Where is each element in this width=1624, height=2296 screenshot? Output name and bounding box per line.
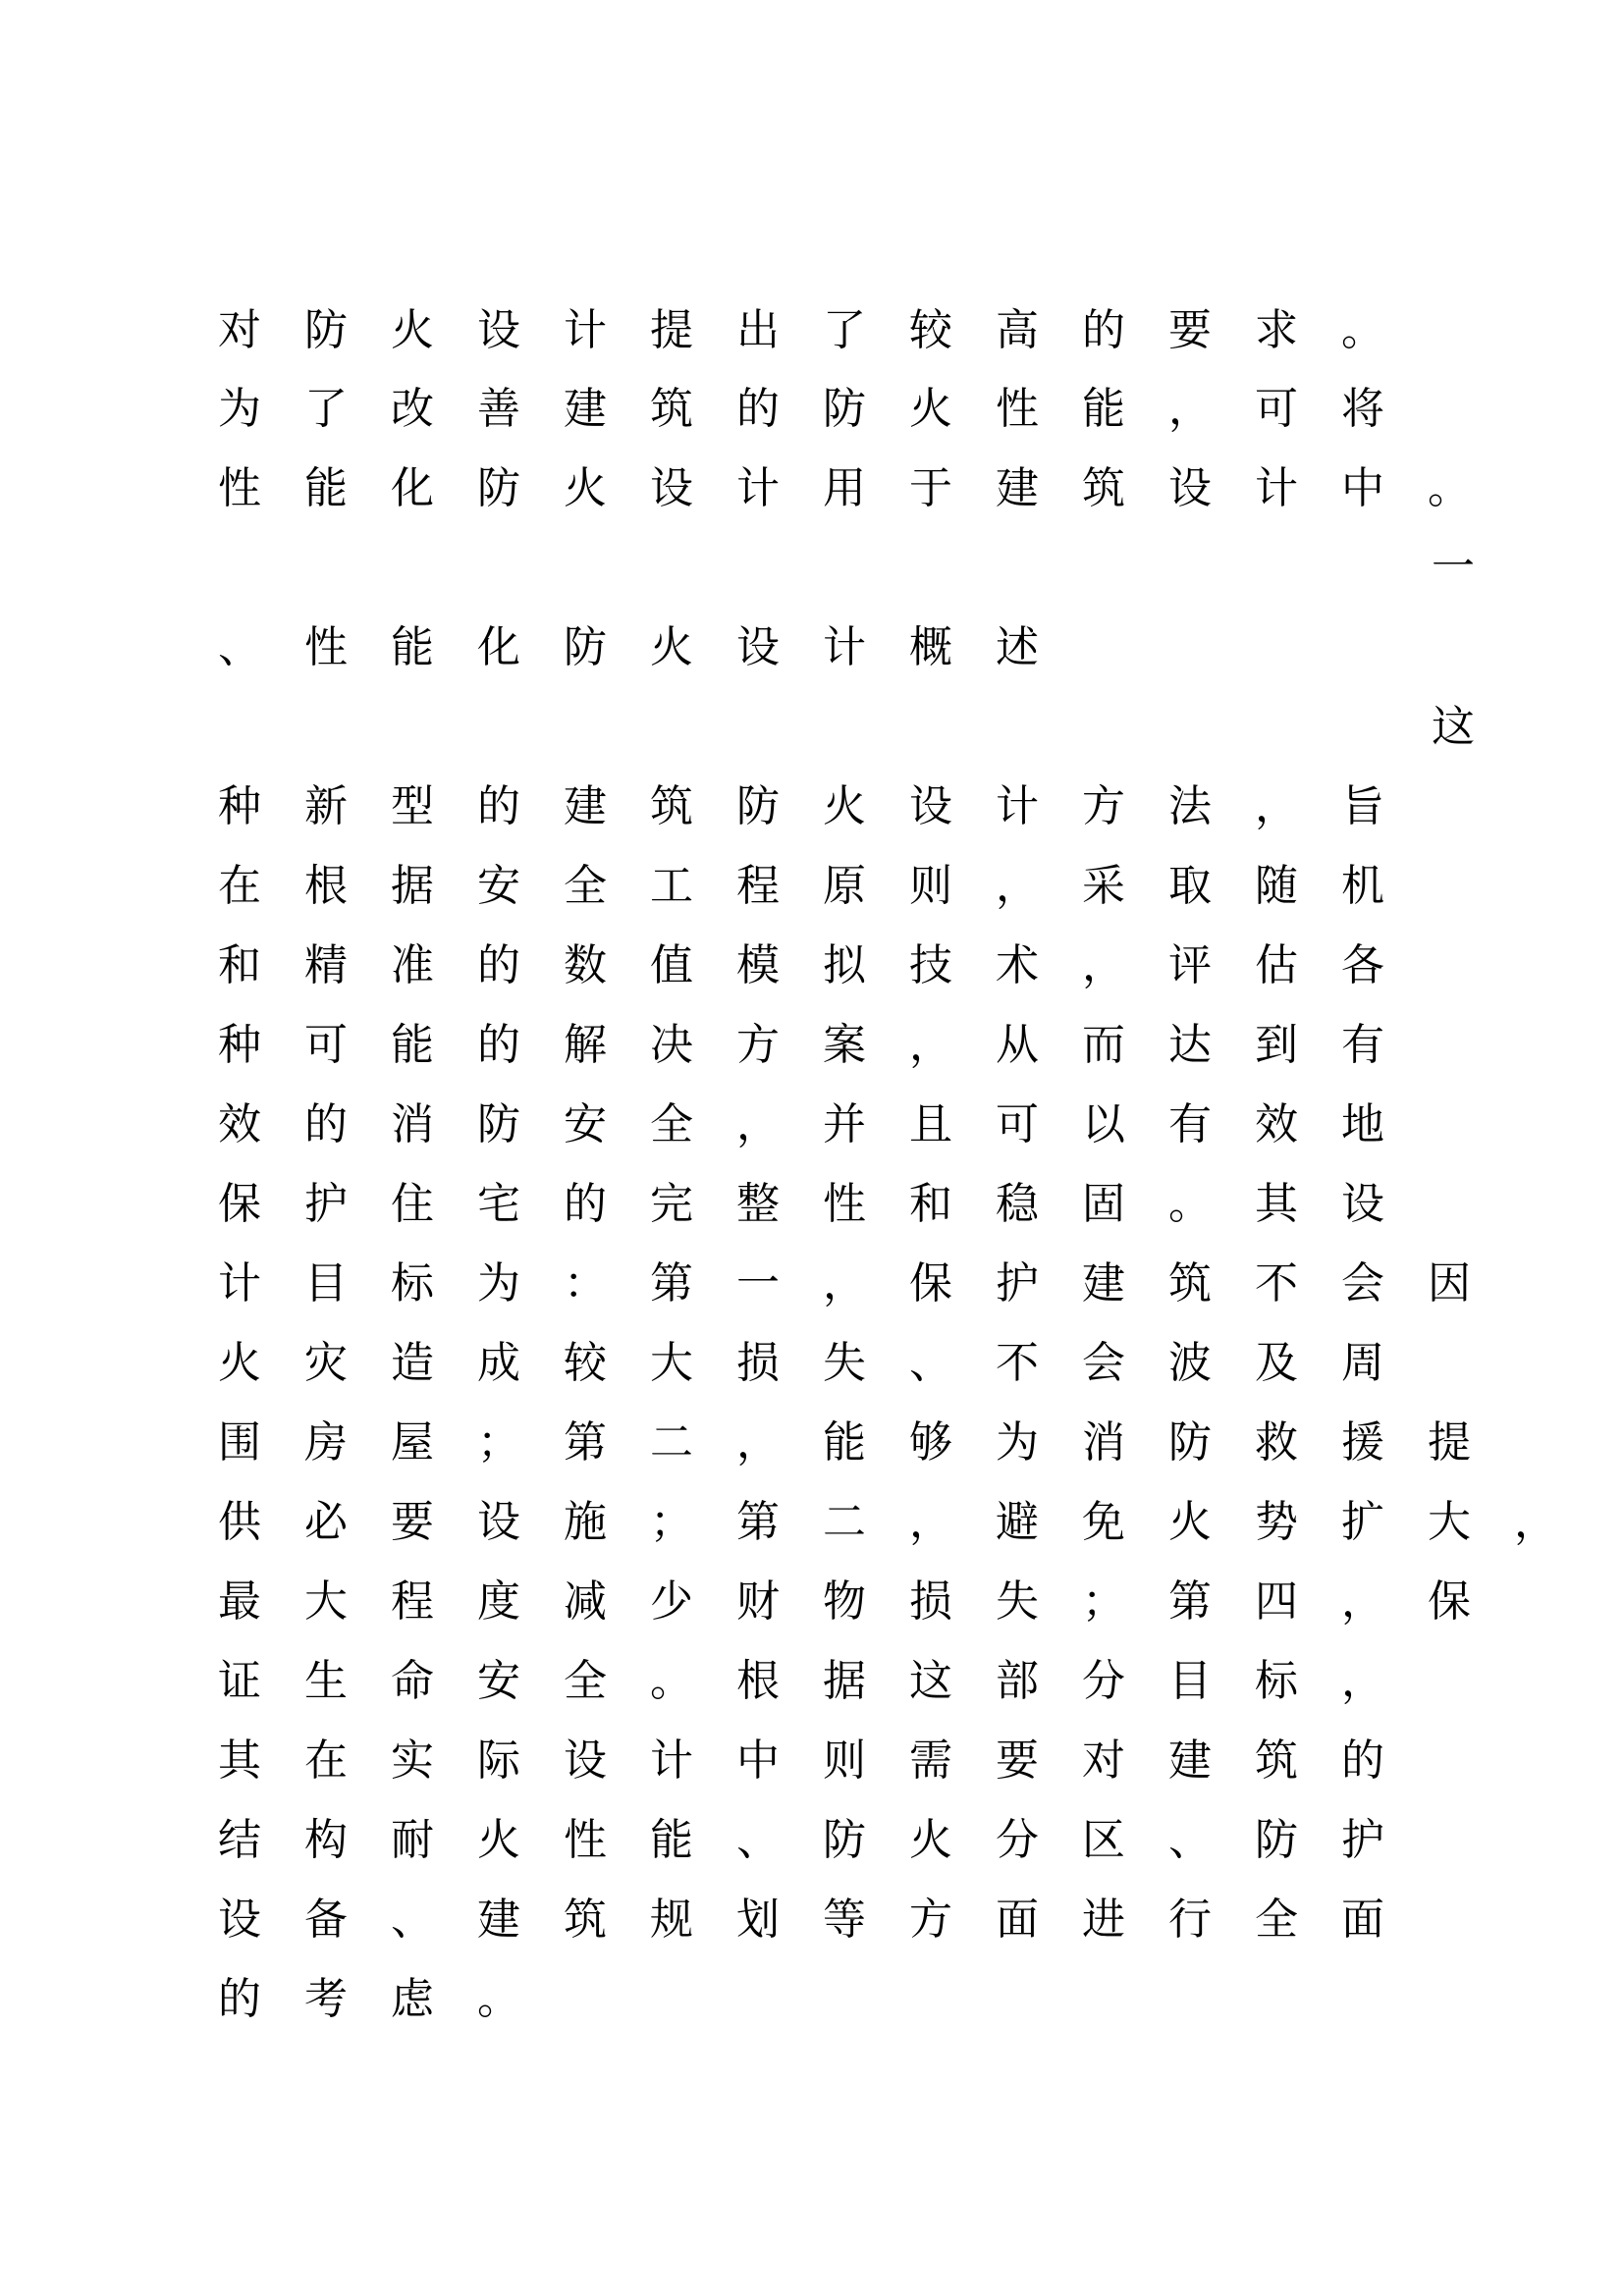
paragraph-line: 种可能的解决方案，从而达到有 [218, 1020, 1428, 1070]
paragraph-line: 设备、建筑规划等方面进行全面 [218, 1895, 1428, 1945]
paragraph-line: 最大程度减少财物损失；第四，保 [218, 1576, 1514, 1627]
paragraph-line: 围房屋；第二，能够为消防救援提 [218, 1417, 1514, 1468]
paragraph-line: 这 [1432, 702, 1518, 752]
section-heading: 、性能化防火设计概述 [218, 622, 1082, 672]
paragraph-line: 结构耐火性能、防火分区、防护 [218, 1815, 1428, 1865]
paragraph-line: 为了改善建筑的防火性能，可将 [218, 384, 1428, 434]
paragraph-line: 其在实际设计中则需要对建筑的 [218, 1735, 1428, 1786]
paragraph-line: 性能化防火设计用于建筑设计中。 [218, 463, 1514, 513]
paragraph-line: 证生命安全。根据这部分目标， [218, 1656, 1428, 1706]
paragraph-line: 种新型的建筑防火设计方法，旨 [218, 781, 1428, 831]
paragraph-line: 和精准的数值模拟技术，评估各 [218, 940, 1428, 990]
paragraph-line: 火灾造成较大损失、不会波及周 [218, 1338, 1428, 1388]
paragraph-line: 在根据安全工程原则，采取随机 [218, 861, 1428, 911]
section-number: 一 [1432, 542, 1518, 592]
paragraph-line: 供必要设施；第二，避免火势扩大， [218, 1497, 1600, 1547]
paragraph-line: 计目标为：第一，保护建筑不会因 [218, 1258, 1514, 1308]
paragraph-line: 保护住宅的完整性和稳固。其设 [218, 1179, 1428, 1229]
paragraph-line: 的考虑。 [218, 1974, 564, 2024]
paragraph-line: 效的消防安全，并且可以有效地 [218, 1099, 1428, 1149]
paragraph-line: 对防火设计提出了较高的要求。 [218, 305, 1428, 355]
